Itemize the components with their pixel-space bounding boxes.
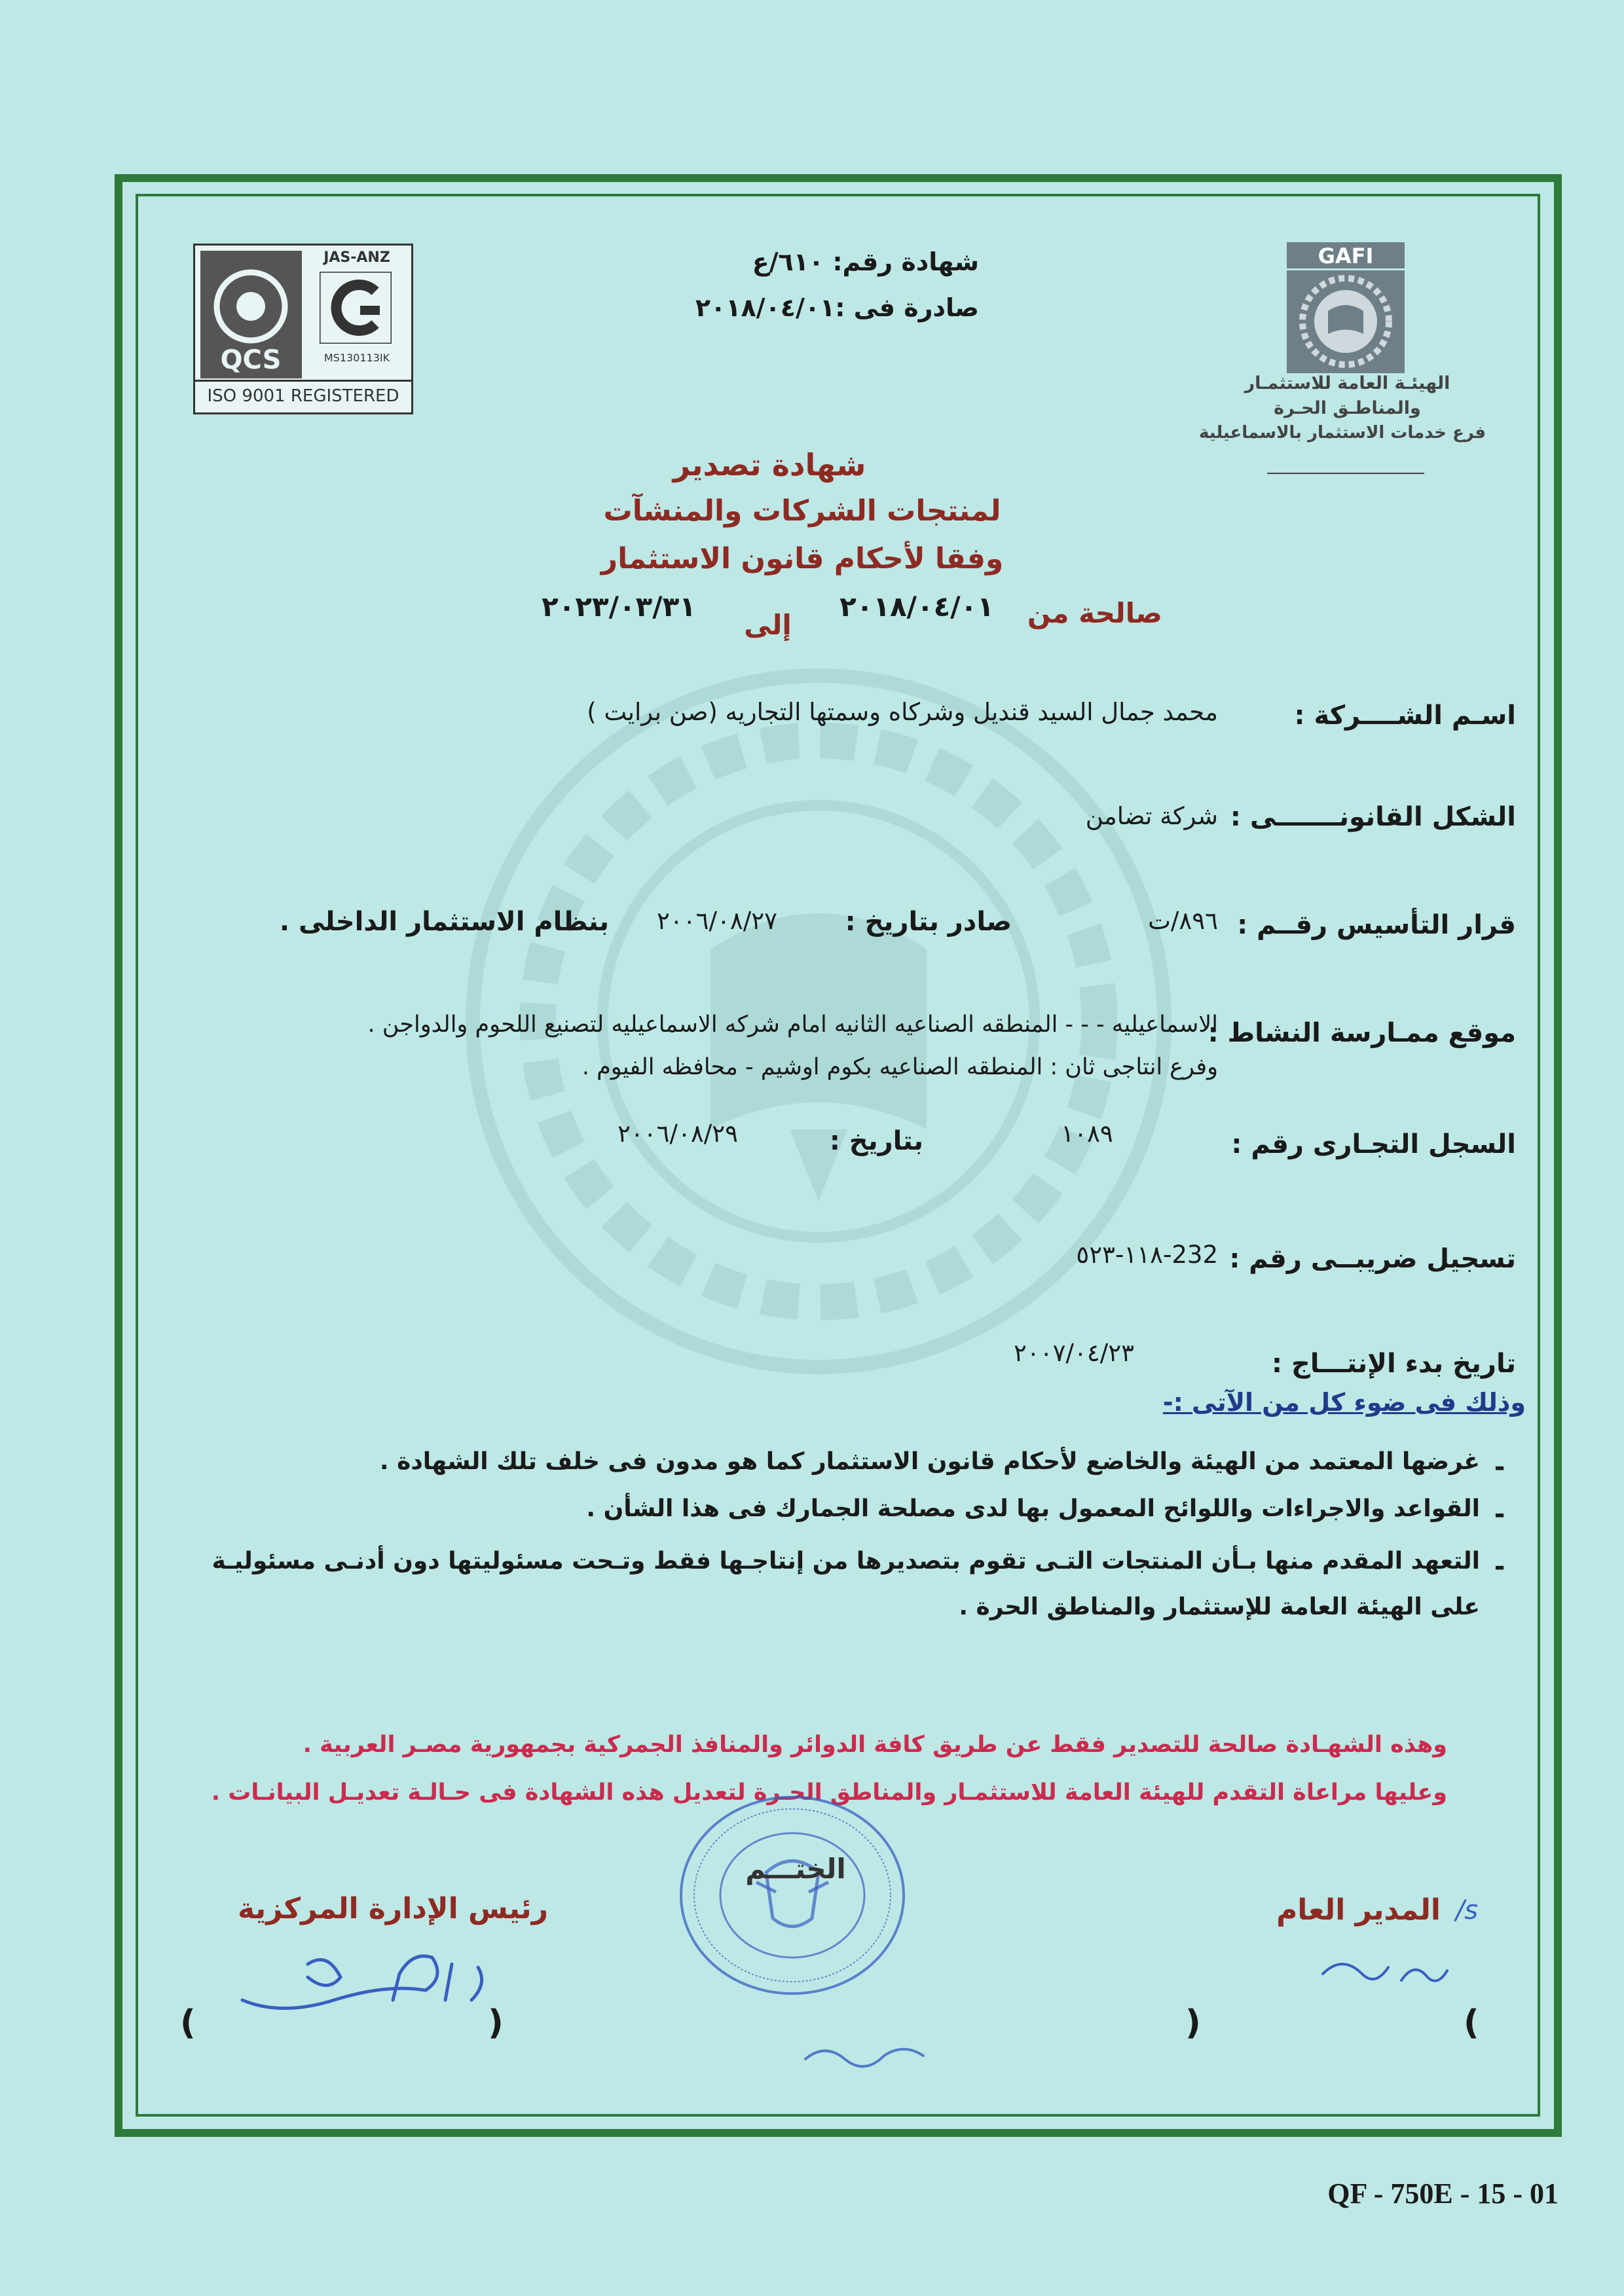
bullet-2: -	[1494, 1499, 1505, 1529]
gafi-logo	[1283, 239, 1408, 376]
jas-anz-mark-icon	[320, 272, 392, 344]
production-date: ٢٠٠٧/٠٤/٢٣	[1014, 1339, 1134, 1367]
valid-from-date: ٢٠١٨/٠٤/٠١	[840, 591, 994, 623]
jas-anz-text: JAS-ANZ	[323, 249, 390, 266]
company-label: اسـم الشــــركة :	[1294, 701, 1516, 731]
certificate-subtitle: لمنتجات الشركات والمنشآت	[603, 494, 1001, 528]
issue-date: صادرة فى :٢٠١٨/٠٤/٠١	[695, 293, 979, 322]
founding-number: ٨٩٦/ت	[1148, 907, 1218, 935]
register-label: السجل التجـارى رقم :	[1231, 1129, 1516, 1159]
founding-date: ٢٠٠٦/٠٨/٢٧	[657, 907, 777, 935]
tax-label: تسجيل ضريبــى رقم :	[1229, 1244, 1516, 1274]
iso-badge	[193, 244, 413, 414]
central-admin-signature	[229, 1938, 504, 2023]
form-code: QF - 750E - 15 - 01	[1327, 2178, 1559, 2210]
gafi-logo-text: GAFI	[1318, 244, 1374, 268]
conditions-heading: وذلك فى ضوء كل من الآتى :-	[1162, 1388, 1526, 1417]
notice-line1: وهذه الشهـادة صالحة للتصدير فقط عن طريق كافة الدوائر والمنافذ الجمركية بجمهورية مصـر العربية .	[303, 1732, 1447, 1758]
general-manager-signature	[1316, 1948, 1454, 2000]
general-manager-title: المدير العام	[1276, 1893, 1441, 1927]
sig-bracket-open-right: )	[1185, 2003, 1201, 2043]
stamp-label: الختـــم	[745, 1853, 846, 1885]
iso-registered: ISO 9001 REGISTERED	[195, 380, 411, 411]
register-number: ١٠٨٩	[1061, 1120, 1113, 1148]
sig-bracket-close-left: )	[488, 2003, 504, 2043]
authority-line2: والمناطـق الحـرة	[1274, 398, 1421, 418]
certificate-law-line: وفقا لأحكام قانون الاستثمار	[600, 542, 1004, 575]
valid-from-label: صالحة من	[1027, 597, 1162, 629]
sig-bracket-close-right: (	[1464, 2003, 1479, 2043]
company-value: محمد جمال السيد قنديل وشركاه وسمتها التجاريه (صن برايت )	[587, 698, 1218, 726]
central-admin-head-title: رئيس الإدارة المركزية	[237, 1892, 549, 1925]
site-label: موقع ممـارسة النشاط :	[1208, 1018, 1516, 1048]
production-label: تاريخ بدء الإنتـــاج :	[1272, 1349, 1516, 1379]
bullet-3: -	[1494, 1552, 1505, 1582]
legal-form-label: الشكل القانونـــــــى :	[1230, 802, 1516, 832]
site-line2: وفرع انتاجى ثان : المنطقه الصناعيه بكوم اوشيم - محافظه الفيوم .	[581, 1054, 1218, 1080]
condition-1: غرضها المعتمد من الهيئة والخاضع لأحكام قانون الاستثمار كما هو مدون فى خلف تلك الشهادة .	[379, 1448, 1480, 1475]
gm-signature-prefix: /s	[1455, 1895, 1479, 1925]
qcs-mark-icon	[200, 251, 302, 378]
qcs-text: QCS	[220, 345, 282, 375]
certificate-title: شهادة تصدير	[673, 447, 866, 483]
condition-2: القواعد والاجراءات واللوائح المعمول بها لدى مصلحة الجمارك فى هذا الشأن .	[586, 1495, 1480, 1522]
founding-label: قرار التأسيس رقــم :	[1237, 910, 1516, 940]
sig-bracket-open-left: (	[180, 2003, 196, 2043]
site-line1: الاسماعيليه - - - المنطقه الصناعيه الثانيه امام شركه الاسماعيليه لتصنيع اللحوم والدواجن .	[367, 1011, 1218, 1038]
register-date-label: بتاريخ :	[829, 1126, 923, 1156]
condition-3: التعهد المقدم منها بـأن المنتجات التـى تقوم بتصديرها من إنتاجـها فقط وتـحت مسئوليتها دون أدنـى مسئوليـة	[212, 1548, 1480, 1575]
certificate-number: شهادة رقم: ٦١٠/ع	[752, 247, 979, 276]
stamp-signature	[799, 2030, 930, 2075]
authority-line3: فرع خدمات الاستثمار بالاسماعيلية	[1198, 423, 1486, 443]
tax-number: ١١٨-٥٢٣-232	[1076, 1241, 1218, 1269]
iso-code: MS130113IK	[323, 352, 390, 364]
valid-to-label: إلى	[744, 609, 792, 641]
condition-3-continuation: على الهيئة العامة للإستثمار والمناطق الحرة .	[959, 1594, 1480, 1620]
authority-line1: الهيئـة العامة للاستثمـار	[1244, 373, 1450, 393]
official-stamp	[668, 1787, 917, 2003]
founding-date-label: صادر بتاريخ :	[845, 907, 1012, 937]
founding-system: بنظام الاستثمار الداخلى .	[279, 907, 609, 937]
valid-to-date: ٢٠٢٣/٠٣/٣١	[542, 591, 696, 623]
bullet-1: -	[1494, 1452, 1505, 1482]
notice-line2: وعليها مراعاة التقدم للهيئة العامة للاستثمـار والمناطق الحـرة لتعديل هذه الشهادة فى حـالـة تعديـل البيانـات .	[211, 1779, 1447, 1806]
register-date: ٢٠٠٦/٠٨/٢٩	[618, 1120, 738, 1148]
authority-underline	[1267, 473, 1424, 474]
legal-form-value: شركة تضامن	[1085, 802, 1218, 830]
